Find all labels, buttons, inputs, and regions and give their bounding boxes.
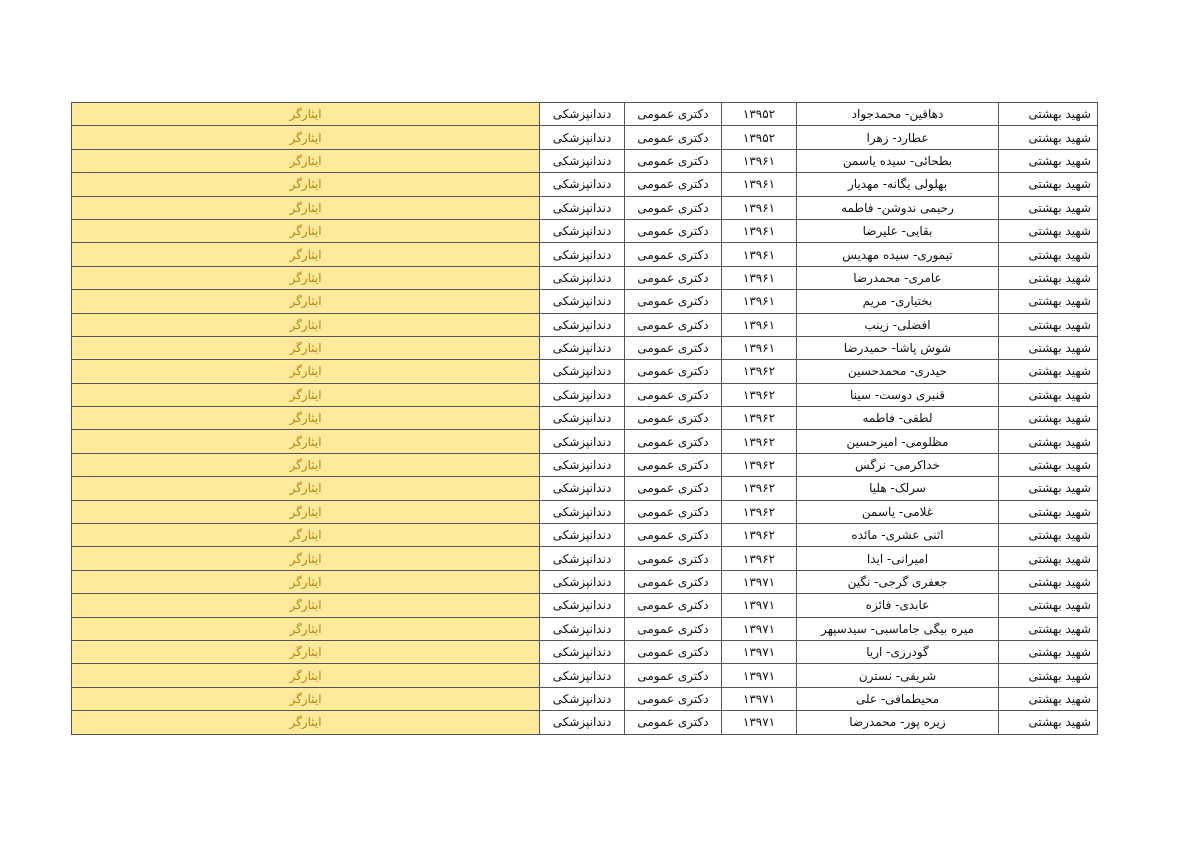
entry-year-cell[interactable]: ۱۳۹۷۱ <box>722 594 797 617</box>
university-cell[interactable]: شهید بهشتی <box>999 453 1098 476</box>
quota-cell[interactable]: ایثارگر <box>72 687 540 710</box>
degree-cell[interactable]: دکتری عمومی <box>625 360 722 383</box>
degree-cell[interactable]: دکتری عمومی <box>625 687 722 710</box>
table-row <box>72 149 1098 172</box>
student-name-cell[interactable]: خداکرمی- نرگس <box>797 453 999 476</box>
university-cell[interactable]: شهید بهشتی <box>999 500 1098 523</box>
table-row <box>72 500 1098 523</box>
table-row <box>72 687 1098 710</box>
quota-cell[interactable]: ایثارگر <box>72 219 540 242</box>
student-name-cell[interactable]: شریفی- نسترن <box>797 664 999 687</box>
table-row <box>72 360 1098 383</box>
university-cell[interactable]: شهید بهشتی <box>999 547 1098 570</box>
table-row <box>72 711 1098 734</box>
student-name-cell[interactable]: رحیمی ندوشن- فاطمه <box>797 196 999 219</box>
student-name-cell[interactable]: جعفری گرجی- نگین <box>797 570 999 593</box>
quota-cell[interactable]: ایثارگر <box>72 360 540 383</box>
field-cell[interactable]: دندانپزشکی <box>540 290 625 313</box>
entry-year-cell[interactable]: ۱۳۹۶۲ <box>722 430 797 453</box>
entry-year-cell[interactable]: ۱۳۹۶۲ <box>722 477 797 500</box>
degree-cell[interactable]: دکتری عمومی <box>625 640 722 663</box>
degree-cell[interactable]: دکتری عمومی <box>625 126 722 149</box>
table-row <box>72 196 1098 219</box>
student-name-cell[interactable]: زیره پور- محمدرضا <box>797 711 999 734</box>
table-body <box>72 103 1098 735</box>
entry-year-cell[interactable]: ۱۳۹۶۲ <box>722 360 797 383</box>
table-row <box>72 430 1098 453</box>
university-cell[interactable]: شهید بهشتی <box>999 313 1098 336</box>
table-row <box>72 383 1098 406</box>
degree-cell[interactable]: دکتری عمومی <box>625 477 722 500</box>
field-cell[interactable]: دندانپزشکی <box>540 594 625 617</box>
degree-cell[interactable]: دکتری عمومی <box>625 383 722 406</box>
student-name-cell[interactable]: بختیاری- مریم <box>797 290 999 313</box>
field-cell[interactable]: دندانپزشکی <box>540 360 625 383</box>
student-name-cell[interactable]: بقایی- علیرضا <box>797 219 999 242</box>
student-name-cell[interactable]: مظلومی- امیرحسین <box>797 430 999 453</box>
table-row <box>72 664 1098 687</box>
entry-year-cell[interactable]: ۱۳۹۶۱ <box>722 290 797 313</box>
degree-cell[interactable]: دکتری عمومی <box>625 711 722 734</box>
entry-year-cell[interactable]: ۱۳۹۶۲ <box>722 453 797 476</box>
quota-cell[interactable]: ایثارگر <box>72 173 540 196</box>
university-cell[interactable]: شهید بهشتی <box>999 477 1098 500</box>
degree-cell[interactable]: دکتری عمومی <box>625 173 722 196</box>
entry-year-cell[interactable]: ۱۳۹۷۱ <box>722 617 797 640</box>
degree-cell[interactable]: دکتری عمومی <box>625 617 722 640</box>
table-row <box>72 243 1098 266</box>
field-cell[interactable]: دندانپزشکی <box>540 243 625 266</box>
degree-cell[interactable]: دکتری عمومی <box>625 336 722 359</box>
entry-year-cell[interactable]: ۱۳۹۵۲ <box>722 103 797 126</box>
student-name-cell[interactable]: حیدری- محمدحسین <box>797 360 999 383</box>
university-cell[interactable]: شهید بهشتی <box>999 664 1098 687</box>
entry-year-cell[interactable]: ۱۳۹۷۱ <box>722 640 797 663</box>
field-cell[interactable]: دندانپزشکی <box>540 383 625 406</box>
student-name-cell[interactable]: شوش پاشا- حمیدرضا <box>797 336 999 359</box>
entry-year-cell[interactable]: ۱۳۹۶۱ <box>722 173 797 196</box>
university-cell[interactable]: شهید بهشتی <box>999 290 1098 313</box>
university-cell[interactable]: شهید بهشتی <box>999 687 1098 710</box>
entry-year-cell[interactable]: ۱۳۹۶۲ <box>722 407 797 430</box>
entry-year-cell[interactable]: ۱۳۹۶۲ <box>722 524 797 547</box>
entry-year-cell[interactable]: ۱۳۹۵۲ <box>722 126 797 149</box>
student-name-cell[interactable]: لطفی- فاطمه <box>797 407 999 430</box>
university-cell[interactable]: شهید بهشتی <box>999 640 1098 663</box>
university-cell[interactable]: شهید بهشتی <box>999 407 1098 430</box>
quota-cell[interactable]: ایثارگر <box>72 547 540 570</box>
spreadsheet-sheet <box>71 102 1097 735</box>
field-cell[interactable]: دندانپزشکی <box>540 687 625 710</box>
student-name-cell[interactable]: قنبری دوست- سینا <box>797 383 999 406</box>
university-cell[interactable]: شهید بهشتی <box>999 266 1098 289</box>
field-cell[interactable]: دندانپزشکی <box>540 524 625 547</box>
quota-cell[interactable]: ایثارگر <box>72 313 540 336</box>
university-cell[interactable]: شهید بهشتی <box>999 570 1098 593</box>
student-name-cell[interactable]: عابدی- فائزه <box>797 594 999 617</box>
university-cell[interactable]: شهید بهشتی <box>999 243 1098 266</box>
table-row <box>72 617 1098 640</box>
field-cell[interactable]: دندانپزشکی <box>540 570 625 593</box>
student-name-cell[interactable]: میره بیگی جاماسبی- سیدسپهر <box>797 617 999 640</box>
field-cell[interactable]: دندانپزشکی <box>540 196 625 219</box>
entry-year-cell[interactable]: ۱۳۹۶۲ <box>722 383 797 406</box>
degree-cell[interactable]: دکتری عمومی <box>625 570 722 593</box>
entry-year-cell[interactable]: ۱۳۹۷۱ <box>722 711 797 734</box>
university-cell[interactable]: شهید بهشتی <box>999 126 1098 149</box>
student-name-cell[interactable]: تیموری- سیده مهدیس <box>797 243 999 266</box>
student-name-cell[interactable]: افضلی- زینب <box>797 313 999 336</box>
quota-cell[interactable]: ایثارگر <box>72 453 540 476</box>
field-cell[interactable]: دندانپزشکی <box>540 126 625 149</box>
table-row <box>72 524 1098 547</box>
quota-cell[interactable]: ایثارگر <box>72 617 540 640</box>
university-cell[interactable]: شهید بهشتی <box>999 711 1098 734</box>
table-row <box>72 594 1098 617</box>
field-cell[interactable]: دندانپزشکی <box>540 711 625 734</box>
entry-year-cell[interactable]: ۱۳۹۶۲ <box>722 547 797 570</box>
table-row <box>72 219 1098 242</box>
degree-cell[interactable]: دکتری عمومی <box>625 594 722 617</box>
university-cell[interactable]: شهید بهشتی <box>999 617 1098 640</box>
degree-cell[interactable]: دکتری عمومی <box>625 430 722 453</box>
student-name-cell[interactable]: بطحائی- سیده یاسمن <box>797 149 999 172</box>
field-cell[interactable]: دندانپزشکی <box>540 336 625 359</box>
student-name-cell[interactable]: سرلک- هلیا <box>797 477 999 500</box>
quota-cell[interactable]: ایثارگر <box>72 711 540 734</box>
quota-cell[interactable]: ایثارگر <box>72 430 540 453</box>
table-row <box>72 407 1098 430</box>
quota-cell[interactable]: ایثارگر <box>72 570 540 593</box>
university-cell[interactable]: شهید بهشتی <box>999 360 1098 383</box>
university-cell[interactable]: شهید بهشتی <box>999 336 1098 359</box>
field-cell[interactable]: دندانپزشکی <box>540 173 625 196</box>
university-cell[interactable]: شهید بهشتی <box>999 430 1098 453</box>
table-row <box>72 570 1098 593</box>
table-row <box>72 453 1098 476</box>
table-row <box>72 126 1098 149</box>
entry-year-cell[interactable]: ۱۳۹۶۱ <box>722 196 797 219</box>
entry-year-cell[interactable]: ۱۳۹۶۱ <box>722 219 797 242</box>
student-name-cell[interactable]: عطارد- زهرا <box>797 126 999 149</box>
degree-cell[interactable]: دکتری عمومی <box>625 149 722 172</box>
quota-cell[interactable]: ایثارگر <box>72 336 540 359</box>
degree-cell[interactable]: دکتری عمومی <box>625 219 722 242</box>
table-row <box>72 640 1098 663</box>
university-cell[interactable]: شهید بهشتی <box>999 383 1098 406</box>
quota-cell[interactable]: ایثارگر <box>72 477 540 500</box>
table-row <box>72 313 1098 336</box>
degree-cell[interactable]: دکتری عمومی <box>625 664 722 687</box>
quota-cell[interactable]: ایثارگر <box>72 149 540 172</box>
field-cell[interactable]: دندانپزشکی <box>540 149 625 172</box>
quota-cell[interactable]: ایثارگر <box>72 500 540 523</box>
student-name-cell[interactable]: عامری- محمدرضا <box>797 266 999 289</box>
quota-cell[interactable]: ایثارگر <box>72 594 540 617</box>
degree-cell[interactable]: دکتری عمومی <box>625 407 722 430</box>
university-cell[interactable]: شهید بهشتی <box>999 594 1098 617</box>
entry-year-cell[interactable]: ۱۳۹۷۱ <box>722 664 797 687</box>
student-name-cell[interactable]: محیطمافی- علی <box>797 687 999 710</box>
quota-cell[interactable]: ایثارگر <box>72 290 540 313</box>
table-row <box>72 336 1098 359</box>
entry-year-cell[interactable]: ۱۳۹۶۱ <box>722 313 797 336</box>
table-row <box>72 290 1098 313</box>
quota-cell[interactable]: ایثارگر <box>72 243 540 266</box>
entry-year-cell[interactable]: ۱۳۹۶۱ <box>722 243 797 266</box>
quota-cell[interactable]: ایثارگر <box>72 196 540 219</box>
university-cell[interactable]: شهید بهشتی <box>999 173 1098 196</box>
entry-year-cell[interactable]: ۱۳۹۶۱ <box>722 336 797 359</box>
table-row <box>72 477 1098 500</box>
degree-cell[interactable]: دکتری عمومی <box>625 196 722 219</box>
entry-year-cell[interactable]: ۱۳۹۷۱ <box>722 687 797 710</box>
student-table <box>71 102 1098 735</box>
table-row <box>72 266 1098 289</box>
entry-year-cell[interactable]: ۱۳۹۶۲ <box>722 500 797 523</box>
field-cell[interactable]: دندانپزشکی <box>540 103 625 126</box>
university-cell[interactable]: شهید بهشتی <box>999 149 1098 172</box>
quota-cell[interactable]: ایثارگر <box>72 126 540 149</box>
student-name-cell[interactable]: امیرانی- ایدا <box>797 547 999 570</box>
field-cell[interactable]: دندانپزشکی <box>540 547 625 570</box>
degree-cell[interactable]: دکتری عمومی <box>625 243 722 266</box>
degree-cell[interactable]: دکتری عمومی <box>625 500 722 523</box>
field-cell[interactable]: دندانپزشکی <box>540 266 625 289</box>
field-cell[interactable]: دندانپزشکی <box>540 219 625 242</box>
student-name-cell[interactable]: گودرزی- اریا <box>797 640 999 663</box>
field-cell[interactable]: دندانپزشکی <box>540 477 625 500</box>
field-cell[interactable]: دندانپزشکی <box>540 617 625 640</box>
field-cell[interactable]: دندانپزشکی <box>540 430 625 453</box>
entry-year-cell[interactable]: ۱۳۹۷۱ <box>722 570 797 593</box>
degree-cell[interactable]: دکتری عمومی <box>625 524 722 547</box>
quota-cell[interactable]: ایثارگر <box>72 266 540 289</box>
table-row <box>72 173 1098 196</box>
degree-cell[interactable]: دکتری عمومی <box>625 453 722 476</box>
degree-cell[interactable]: دکتری عمومی <box>625 266 722 289</box>
student-name-cell[interactable]: دهاقین- محمدجواد <box>797 103 999 126</box>
quota-cell[interactable]: ایثارگر <box>72 103 540 126</box>
degree-cell[interactable]: دکتری عمومی <box>625 547 722 570</box>
student-name-cell[interactable]: اثنی عشری- مائده <box>797 524 999 547</box>
degree-cell[interactable]: دکتری عمومی <box>625 103 722 126</box>
entry-year-cell[interactable]: ۱۳۹۶۱ <box>722 149 797 172</box>
table-row <box>72 103 1098 126</box>
field-cell[interactable]: دندانپزشکی <box>540 453 625 476</box>
field-cell[interactable]: دندانپزشکی <box>540 640 625 663</box>
university-cell[interactable]: شهید بهشتی <box>999 524 1098 547</box>
quota-cell[interactable]: ایثارگر <box>72 664 540 687</box>
university-cell[interactable]: شهید بهشتی <box>999 103 1098 126</box>
field-cell[interactable]: دندانپزشکی <box>540 500 625 523</box>
quota-cell[interactable]: ایثارگر <box>72 640 540 663</box>
field-cell[interactable]: دندانپزشکی <box>540 407 625 430</box>
quota-cell[interactable]: ایثارگر <box>72 407 540 430</box>
quota-cell[interactable]: ایثارگر <box>72 383 540 406</box>
student-name-cell[interactable]: بهلولی یگانه- مهدیار <box>797 173 999 196</box>
student-name-cell[interactable]: غلامی- یاسمن <box>797 500 999 523</box>
degree-cell[interactable]: دکتری عمومی <box>625 313 722 336</box>
field-cell[interactable]: دندانپزشکی <box>540 664 625 687</box>
university-cell[interactable]: شهید بهشتی <box>999 219 1098 242</box>
entry-year-cell[interactable]: ۱۳۹۶۱ <box>722 266 797 289</box>
degree-cell[interactable]: دکتری عمومی <box>625 290 722 313</box>
table-row <box>72 547 1098 570</box>
field-cell[interactable]: دندانپزشکی <box>540 313 625 336</box>
university-cell[interactable]: شهید بهشتی <box>999 196 1098 219</box>
quota-cell[interactable]: ایثارگر <box>72 524 540 547</box>
